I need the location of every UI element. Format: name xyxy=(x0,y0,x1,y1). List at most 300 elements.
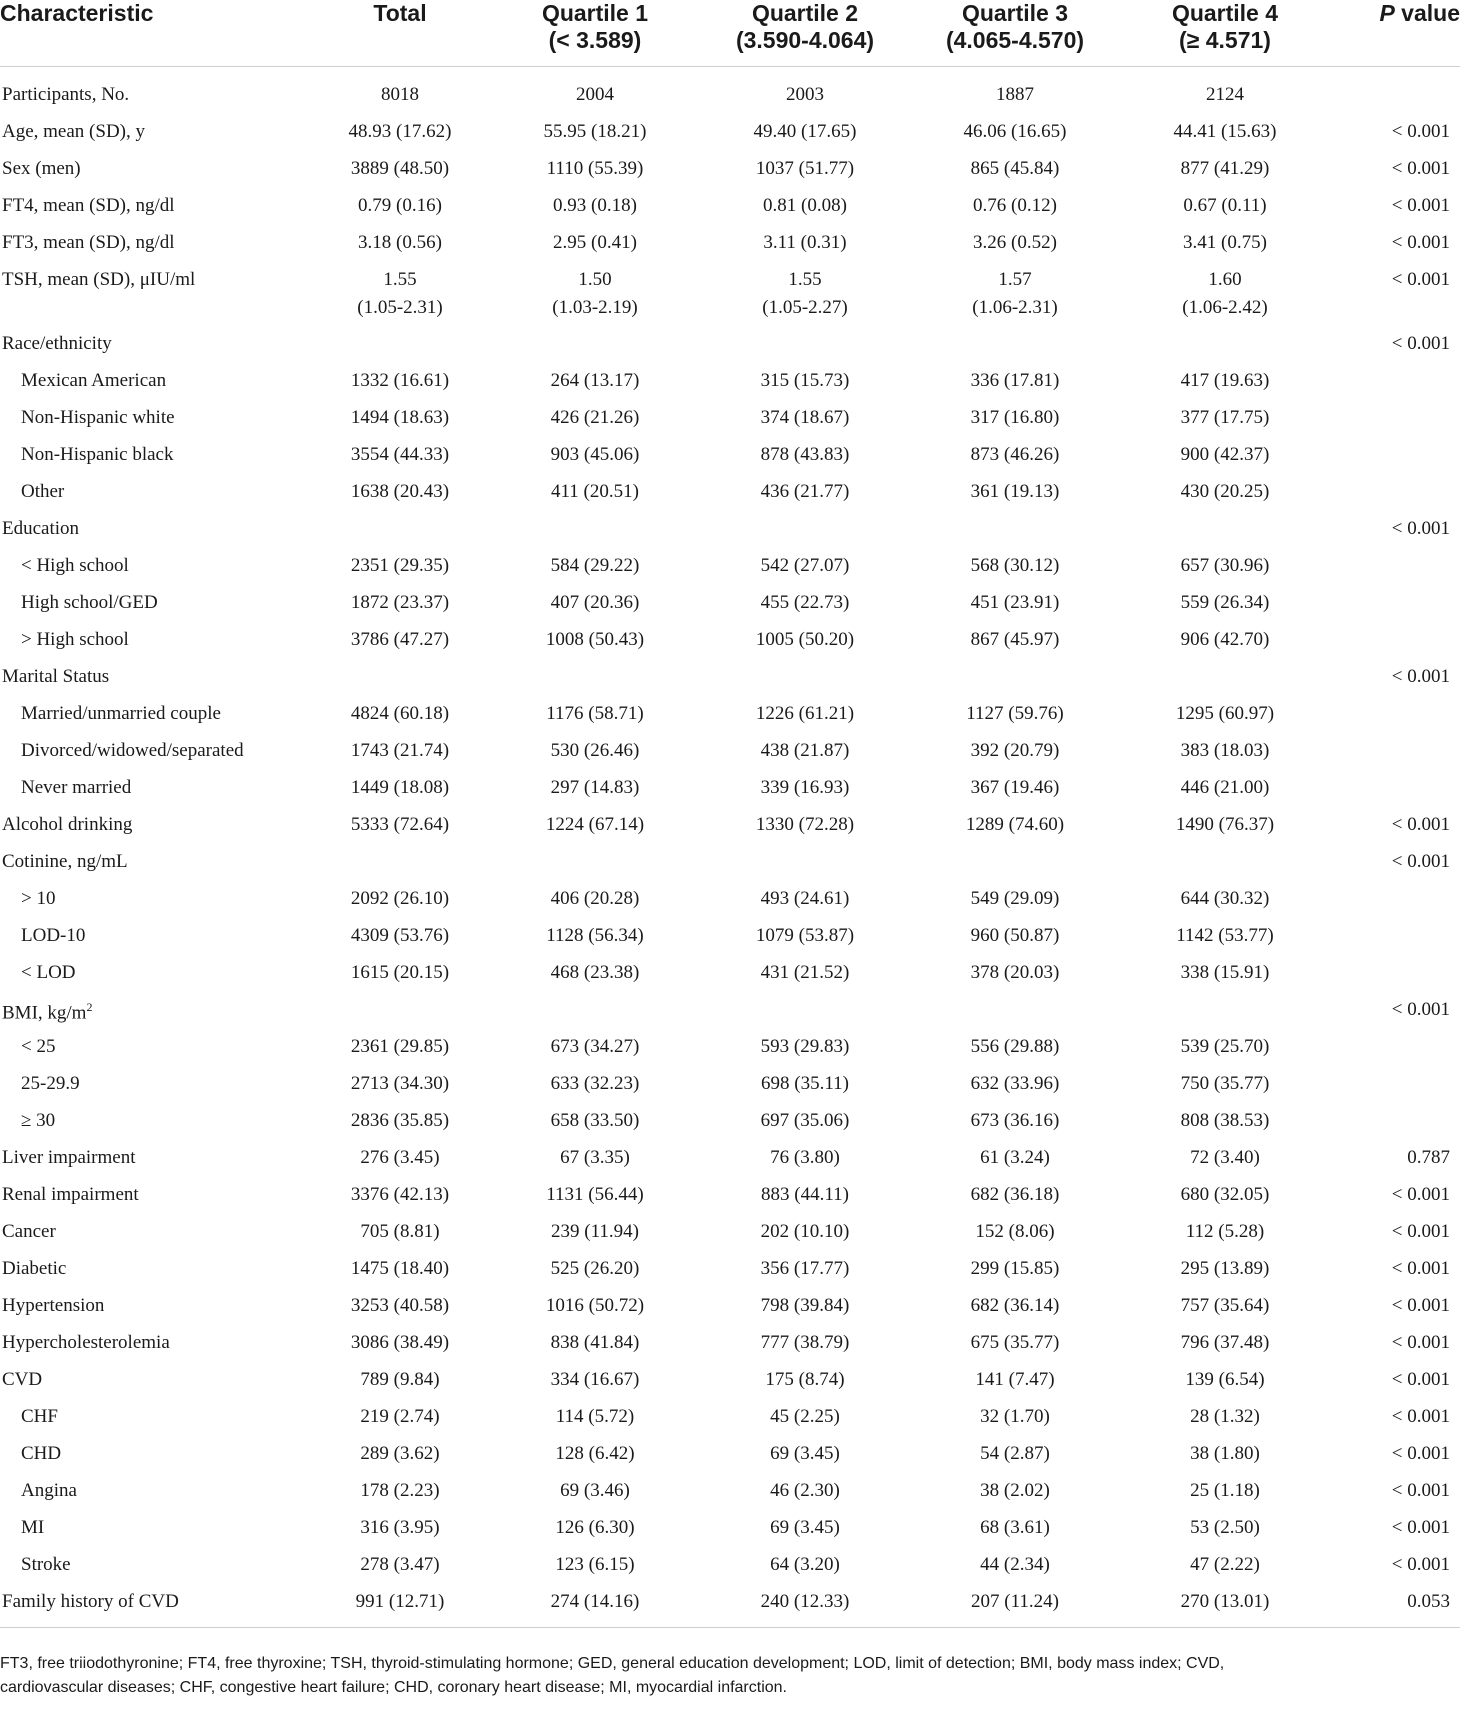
cell-q1 xyxy=(500,1362,690,1399)
cell-q3 xyxy=(920,992,1110,1029)
cell-q2 xyxy=(690,400,920,437)
cell-q2 xyxy=(690,1140,920,1177)
cell-q4 xyxy=(1110,1066,1340,1103)
cell-q3-value: 675 (35.77) xyxy=(970,1332,1060,1353)
row-label xyxy=(0,114,300,151)
cell-q3 xyxy=(920,188,1110,225)
cell-q1 xyxy=(500,881,690,918)
cell-q1-value: 1016 (50.72) xyxy=(545,1295,645,1316)
cell-p-value: < 0.001 xyxy=(1391,1406,1450,1427)
cell-q2 xyxy=(690,1399,920,1436)
table-row xyxy=(0,696,1460,733)
cell-q4-value: 559 (26.34) xyxy=(1180,592,1270,613)
row-label-text: > High school xyxy=(21,629,129,650)
cell-q1 xyxy=(500,1066,690,1103)
cell-q3 xyxy=(920,807,1110,844)
cell-q4 xyxy=(1110,585,1340,622)
cell-q1-value: 0.93 (0.18) xyxy=(553,195,637,216)
cell-total-value: 1475 (18.40) xyxy=(350,1258,450,1279)
header-q2-title: Quartile 2 xyxy=(751,0,859,26)
cell-q1-value: 1176 (58.71) xyxy=(546,703,644,724)
header-total: Total xyxy=(300,0,500,66)
cell-total-value: 1449 (18.08) xyxy=(350,777,450,798)
cell-q4 xyxy=(1110,1103,1340,1140)
row-label-text: BMI, kg/m xyxy=(2,1002,87,1024)
cell-total xyxy=(300,585,500,622)
cell-q4 xyxy=(1110,1436,1340,1473)
cell-q1 xyxy=(500,622,690,659)
cell-total xyxy=(300,511,500,548)
cell-q2 xyxy=(690,1584,920,1628)
cell-q2 xyxy=(690,1103,920,1140)
cell-q3-value: 682 (36.18) xyxy=(970,1184,1060,1205)
cell-q1-value: 426 (21.26) xyxy=(550,407,640,428)
cell-q2 xyxy=(690,1214,920,1251)
table-row xyxy=(0,659,1460,696)
cell-q2-value: 175 (8.74) xyxy=(765,1369,845,1390)
cell-total xyxy=(300,326,500,363)
cell-q3 xyxy=(920,696,1110,733)
row-label-text: High school/GED xyxy=(21,592,158,613)
cell-p-value: 0.787 xyxy=(1407,1147,1450,1168)
header-q4-range: (≥ 4.571) xyxy=(1179,27,1271,53)
cell-total-value: 2713 (34.30) xyxy=(350,1073,450,1094)
cell-q4-value: 796 (37.48) xyxy=(1180,1332,1270,1353)
table-row xyxy=(0,881,1460,918)
cell-q4 xyxy=(1110,225,1340,262)
cell-p-value: < 0.001 xyxy=(1391,1221,1450,1242)
cell-q4-value: 0.67 (0.11) xyxy=(1183,195,1267,216)
cell-q3 xyxy=(920,66,1110,114)
cell-total-value: 3786 (47.27) xyxy=(350,629,450,650)
cell-p-value: < 0.001 xyxy=(1391,1369,1450,1390)
cell-q1 xyxy=(500,1214,690,1251)
cell-total-value: 278 (3.47) xyxy=(360,1554,440,1575)
cell-q1 xyxy=(500,659,690,696)
cell-total-value: 289 (3.62) xyxy=(360,1443,440,1464)
row-label-text: Education xyxy=(2,518,80,539)
cell-q3 xyxy=(920,1325,1110,1362)
row-label-superscript: 2 xyxy=(86,999,93,1014)
cell-total xyxy=(300,262,500,326)
cell-q1 xyxy=(500,1103,690,1140)
row-label xyxy=(0,1584,300,1628)
cell-q3-value: 0.76 (0.12) xyxy=(973,195,1057,216)
cell-q3-value: 68 (3.61) xyxy=(980,1517,1050,1538)
row-label-text: Stroke xyxy=(21,1554,71,1575)
cell-q2 xyxy=(690,1288,920,1325)
cell-q2 xyxy=(690,1251,920,1288)
row-label-text: Alcohol drinking xyxy=(2,814,133,835)
cell-q2 xyxy=(690,225,920,262)
cell-total xyxy=(300,1066,500,1103)
table-row xyxy=(0,770,1460,807)
row-label xyxy=(0,151,300,188)
table-row xyxy=(0,844,1460,881)
cell-q2-value: 438 (21.87) xyxy=(760,740,850,761)
cell-q4-value: 112 (5.28) xyxy=(1185,1221,1265,1242)
row-label xyxy=(0,1510,300,1547)
cell-q3-value: 568 (30.12) xyxy=(970,555,1060,576)
cell-q3-value: 451 (23.91) xyxy=(970,592,1060,613)
cell-p-value: < 0.001 xyxy=(1391,666,1450,687)
row-label xyxy=(0,770,300,807)
footnote-line-1: FT3, free triiodothyronine; FT4, free thyroxine; TSH, thyroid-stimulating hormone; GED, general education development; LOD, limit of detection; BMI, body mass index; CVD, xyxy=(0,1655,1225,1672)
cell-p-value: < 0.001 xyxy=(1391,851,1450,872)
cell-total-value: 1743 (21.74) xyxy=(350,740,450,761)
cell-q1 xyxy=(500,188,690,225)
cell-q4-value: 446 (21.00) xyxy=(1180,777,1270,798)
cell-q2-value: 45 (2.25) xyxy=(770,1406,840,1427)
cell-q3-value: 152 (8.06) xyxy=(975,1221,1055,1242)
cell-q4-value: 295 (13.89) xyxy=(1180,1258,1270,1279)
cell-q4 xyxy=(1110,1177,1340,1214)
cell-q1-value: 1110 (55.39) xyxy=(546,158,644,179)
cell-q2 xyxy=(690,66,920,114)
cell-q2 xyxy=(690,992,920,1029)
cell-total-value: 1.55 xyxy=(383,268,417,290)
cell-q4 xyxy=(1110,1214,1340,1251)
cell-q2 xyxy=(690,474,920,511)
row-label xyxy=(0,1140,300,1177)
cell-q3 xyxy=(920,1140,1110,1177)
header-quartile-2 xyxy=(690,0,920,66)
cell-q1-value: 55.95 (18.21) xyxy=(543,121,647,142)
cell-q2-value: 374 (18.67) xyxy=(760,407,850,428)
cell-total xyxy=(300,770,500,807)
cell-q1-value: 239 (11.94) xyxy=(551,1221,639,1242)
cell-q1-value: 123 (6.15) xyxy=(555,1554,635,1575)
cell-p-value xyxy=(1340,770,1460,807)
cell-q3 xyxy=(920,548,1110,585)
cell-q3 xyxy=(920,1029,1110,1066)
cell-q1 xyxy=(500,1029,690,1066)
cell-q1 xyxy=(500,114,690,151)
table-row xyxy=(0,1029,1460,1066)
table-row xyxy=(0,1325,1460,1362)
cell-p-value xyxy=(1340,955,1460,992)
cell-p-value xyxy=(1340,918,1460,955)
cell-q1 xyxy=(500,1399,690,1436)
cell-total-range: (1.05-2.31) xyxy=(357,296,443,318)
cell-q2-value: 64 (3.20) xyxy=(770,1554,840,1575)
cell-q4-value: 72 (3.40) xyxy=(1190,1147,1260,1168)
table-row xyxy=(0,1214,1460,1251)
row-label-text: MI xyxy=(21,1517,45,1538)
cell-q4-value: 53 (2.50) xyxy=(1190,1517,1260,1538)
cell-q2-value: 49.40 (17.65) xyxy=(753,121,857,142)
row-label xyxy=(0,844,300,881)
cell-total xyxy=(300,733,500,770)
row-label xyxy=(0,326,300,363)
cell-q2-value: 76 (3.80) xyxy=(770,1147,840,1168)
cell-p-value xyxy=(1340,733,1460,770)
cell-total xyxy=(300,225,500,262)
cell-total-value: 178 (2.23) xyxy=(360,1480,440,1501)
table-row xyxy=(0,511,1460,548)
cell-q3 xyxy=(920,1362,1110,1399)
cell-q4 xyxy=(1110,659,1340,696)
cell-q2 xyxy=(690,622,920,659)
cell-q2-value: 0.81 (0.08) xyxy=(763,195,847,216)
cell-q4 xyxy=(1110,770,1340,807)
cell-p-value: < 0.001 xyxy=(1391,1184,1450,1205)
cell-q4 xyxy=(1110,188,1340,225)
cell-q1-value: 1224 (67.14) xyxy=(545,814,645,835)
cell-total xyxy=(300,1177,500,1214)
cell-q4 xyxy=(1110,622,1340,659)
cell-q4 xyxy=(1110,66,1340,114)
cell-q1-value: 2004 xyxy=(576,84,614,105)
cell-q4-value: 2124 xyxy=(1206,84,1244,105)
row-label xyxy=(0,474,300,511)
header-p-italic: P xyxy=(1379,0,1395,26)
cell-q4 xyxy=(1110,1473,1340,1510)
cell-total-value: 1615 (20.15) xyxy=(350,962,450,983)
cell-q3 xyxy=(920,1473,1110,1510)
table-row xyxy=(0,225,1460,262)
cell-q3 xyxy=(920,1510,1110,1547)
table-row xyxy=(0,1251,1460,1288)
cell-q3 xyxy=(920,400,1110,437)
row-label-text: FT3, mean (SD), ng/dl xyxy=(2,232,175,253)
cell-p-value xyxy=(1340,400,1460,437)
table-row xyxy=(0,733,1460,770)
cell-q1-value: 128 (6.42) xyxy=(555,1443,635,1464)
header-quartile-3 xyxy=(920,0,1110,66)
cell-q4 xyxy=(1110,1584,1340,1628)
cell-q4 xyxy=(1110,363,1340,400)
cell-q4 xyxy=(1110,955,1340,992)
cell-total xyxy=(300,1029,500,1066)
cell-total-value: 991 (12.71) xyxy=(355,1591,445,1612)
row-label-text: CVD xyxy=(2,1369,43,1390)
cell-p-value xyxy=(1340,696,1460,733)
cell-total xyxy=(300,363,500,400)
row-label-text: Race/ethnicity xyxy=(2,333,112,354)
cell-total-value: 1332 (16.61) xyxy=(350,370,450,391)
cell-q4-value: 657 (30.96) xyxy=(1180,555,1270,576)
cell-total xyxy=(300,1140,500,1177)
cell-total-value: 1638 (20.43) xyxy=(350,481,450,502)
cell-q2-value: 883 (44.11) xyxy=(761,1184,849,1205)
cell-q4-value: 139 (6.54) xyxy=(1185,1369,1265,1390)
cell-q4-value: 680 (32.05) xyxy=(1180,1184,1270,1205)
cell-q1-value: 658 (33.50) xyxy=(550,1110,640,1131)
row-label-text: > 10 xyxy=(21,888,56,909)
cell-q2 xyxy=(690,1066,920,1103)
row-label-text: Diabetic xyxy=(2,1258,67,1279)
cell-q1 xyxy=(500,1325,690,1362)
cell-q3-value: 960 (50.87) xyxy=(970,925,1060,946)
cell-q3-value: 141 (7.47) xyxy=(975,1369,1055,1390)
cell-q2 xyxy=(690,1510,920,1547)
table-row xyxy=(0,1288,1460,1325)
cell-p-value xyxy=(1340,585,1460,622)
cell-q3 xyxy=(920,585,1110,622)
cell-total-value: 3554 (44.33) xyxy=(350,444,450,465)
cell-q1-value: 114 (5.72) xyxy=(555,1406,635,1427)
row-label xyxy=(0,1103,300,1140)
cell-q2 xyxy=(690,844,920,881)
header-characteristic: Characteristic xyxy=(0,0,300,66)
cell-q4 xyxy=(1110,1325,1340,1362)
cell-q3-value: 1.57 xyxy=(998,268,1032,290)
row-label-text: < 25 xyxy=(21,1036,56,1057)
cell-q3-value: 54 (2.87) xyxy=(980,1443,1050,1464)
cell-q4 xyxy=(1110,548,1340,585)
cell-total xyxy=(300,659,500,696)
cell-q2 xyxy=(690,326,920,363)
cell-q3-value: 682 (36.14) xyxy=(970,1295,1060,1316)
cell-q1 xyxy=(500,1547,690,1584)
cell-q4-value: 44.41 (15.63) xyxy=(1173,121,1277,142)
cell-q1 xyxy=(500,733,690,770)
cell-p-value: < 0.001 xyxy=(1391,232,1450,253)
cell-q3-value: 207 (11.24) xyxy=(971,1591,1059,1612)
header-quartile-4 xyxy=(1110,0,1340,66)
cell-q2 xyxy=(690,437,920,474)
cell-q3 xyxy=(920,1288,1110,1325)
table-row xyxy=(0,955,1460,992)
cell-q3 xyxy=(920,262,1110,326)
table-row xyxy=(0,992,1460,1029)
cell-q1-range: (1.03-2.19) xyxy=(552,296,638,318)
cell-q1 xyxy=(500,326,690,363)
row-label xyxy=(0,1177,300,1214)
cell-q4 xyxy=(1110,151,1340,188)
cell-q1-value: 1128 (56.34) xyxy=(546,925,644,946)
row-label xyxy=(0,1325,300,1362)
header-row xyxy=(0,0,1460,66)
cell-q3-value: 367 (19.46) xyxy=(970,777,1060,798)
cell-q4 xyxy=(1110,326,1340,363)
cell-total xyxy=(300,844,500,881)
cell-q2-value: 878 (43.83) xyxy=(760,444,850,465)
cell-total xyxy=(300,1584,500,1628)
cell-q3 xyxy=(920,955,1110,992)
header-q3-title: Quartile 3 xyxy=(961,0,1069,26)
table-row xyxy=(0,262,1460,326)
cell-p-value: < 0.001 xyxy=(1391,1443,1450,1464)
cell-q3 xyxy=(920,918,1110,955)
cell-q4 xyxy=(1110,696,1340,733)
cell-q1 xyxy=(500,807,690,844)
cell-q3-value: 673 (36.16) xyxy=(970,1110,1060,1131)
cell-q4-value: 877 (41.29) xyxy=(1180,158,1270,179)
cell-q4 xyxy=(1110,1288,1340,1325)
row-label xyxy=(0,622,300,659)
cell-total-value: 4824 (60.18) xyxy=(350,703,450,724)
row-label-text: Mexican American xyxy=(21,370,167,391)
cell-q2 xyxy=(690,1547,920,1584)
cell-q4-value: 338 (15.91) xyxy=(1180,962,1270,983)
cell-q4-value: 430 (20.25) xyxy=(1180,481,1270,502)
cell-q3-value: 44 (2.34) xyxy=(980,1554,1050,1575)
row-label-text: Cotinine, ng/mL xyxy=(2,851,128,872)
cell-q4-value: 47 (2.22) xyxy=(1190,1554,1260,1575)
cell-q2 xyxy=(690,1029,920,1066)
cell-q2-value: 798 (39.84) xyxy=(760,1295,850,1316)
cell-q3 xyxy=(920,770,1110,807)
row-label-text: Non-Hispanic white xyxy=(21,407,175,428)
row-label-text: Renal impairment xyxy=(2,1184,139,1205)
row-label xyxy=(0,992,300,1029)
cell-q3-value: 1289 (74.60) xyxy=(965,814,1065,835)
row-label-text: Angina xyxy=(21,1480,77,1501)
row-label xyxy=(0,1029,300,1066)
row-label-text: Divorced/widowed/separated xyxy=(21,740,244,761)
header-p-rest: value xyxy=(1394,0,1460,26)
cell-total xyxy=(300,1251,500,1288)
cell-q4-value: 28 (1.32) xyxy=(1190,1406,1260,1427)
cell-q3 xyxy=(920,622,1110,659)
cell-p-value: < 0.001 xyxy=(1391,1332,1450,1353)
header-p-value xyxy=(1340,0,1460,66)
cell-q3-value: 336 (17.81) xyxy=(970,370,1060,391)
cell-p-value: < 0.001 xyxy=(1391,158,1450,179)
cell-q2 xyxy=(690,1177,920,1214)
row-label-text: Never married xyxy=(21,777,132,798)
cell-q2-value: 240 (12.33) xyxy=(760,1591,850,1612)
cell-q3 xyxy=(920,1547,1110,1584)
row-label-text: FT4, mean (SD), ng/dl xyxy=(2,195,175,216)
cell-q3-value: 361 (19.13) xyxy=(970,481,1060,502)
table-row xyxy=(0,1177,1460,1214)
table-row xyxy=(0,622,1460,659)
cell-q2-value: 2003 xyxy=(786,84,824,105)
cell-q4-value: 1.60 xyxy=(1208,268,1242,290)
row-label-text: Cancer xyxy=(2,1221,56,1242)
cell-q2-value: 1.55 xyxy=(788,268,822,290)
row-label xyxy=(0,1066,300,1103)
row-label xyxy=(0,696,300,733)
cell-q1-value: 274 (14.16) xyxy=(550,1591,640,1612)
cell-q2-value: 1037 (51.77) xyxy=(755,158,855,179)
cell-q4-value: 383 (18.03) xyxy=(1180,740,1270,761)
table-row xyxy=(0,400,1460,437)
cell-q3 xyxy=(920,151,1110,188)
cell-q2 xyxy=(690,585,920,622)
cell-q2 xyxy=(690,807,920,844)
cell-q3 xyxy=(920,1214,1110,1251)
cell-q2-value: 593 (29.83) xyxy=(760,1036,850,1057)
cell-q1 xyxy=(500,1177,690,1214)
cell-total xyxy=(300,548,500,585)
cell-q2 xyxy=(690,733,920,770)
cell-q2-value: 431 (21.52) xyxy=(760,962,850,983)
cell-q3 xyxy=(920,363,1110,400)
cell-q2 xyxy=(690,188,920,225)
cell-p-value xyxy=(1340,1066,1460,1103)
row-label-text: Hypercholesterolemia xyxy=(2,1332,170,1353)
cell-q3 xyxy=(920,326,1110,363)
cell-q4-value: 757 (35.64) xyxy=(1180,1295,1270,1316)
table-row xyxy=(0,474,1460,511)
cell-q1-value: 633 (32.23) xyxy=(550,1073,640,1094)
cell-total xyxy=(300,696,500,733)
cell-q2 xyxy=(690,696,920,733)
cell-total xyxy=(300,1362,500,1399)
table-row xyxy=(0,151,1460,188)
cell-total xyxy=(300,955,500,992)
cell-q2 xyxy=(690,1473,920,1510)
cell-total xyxy=(300,1399,500,1436)
row-label xyxy=(0,733,300,770)
cell-q2-range: (1.05-2.27) xyxy=(762,296,848,318)
cell-q1 xyxy=(500,474,690,511)
row-label xyxy=(0,807,300,844)
